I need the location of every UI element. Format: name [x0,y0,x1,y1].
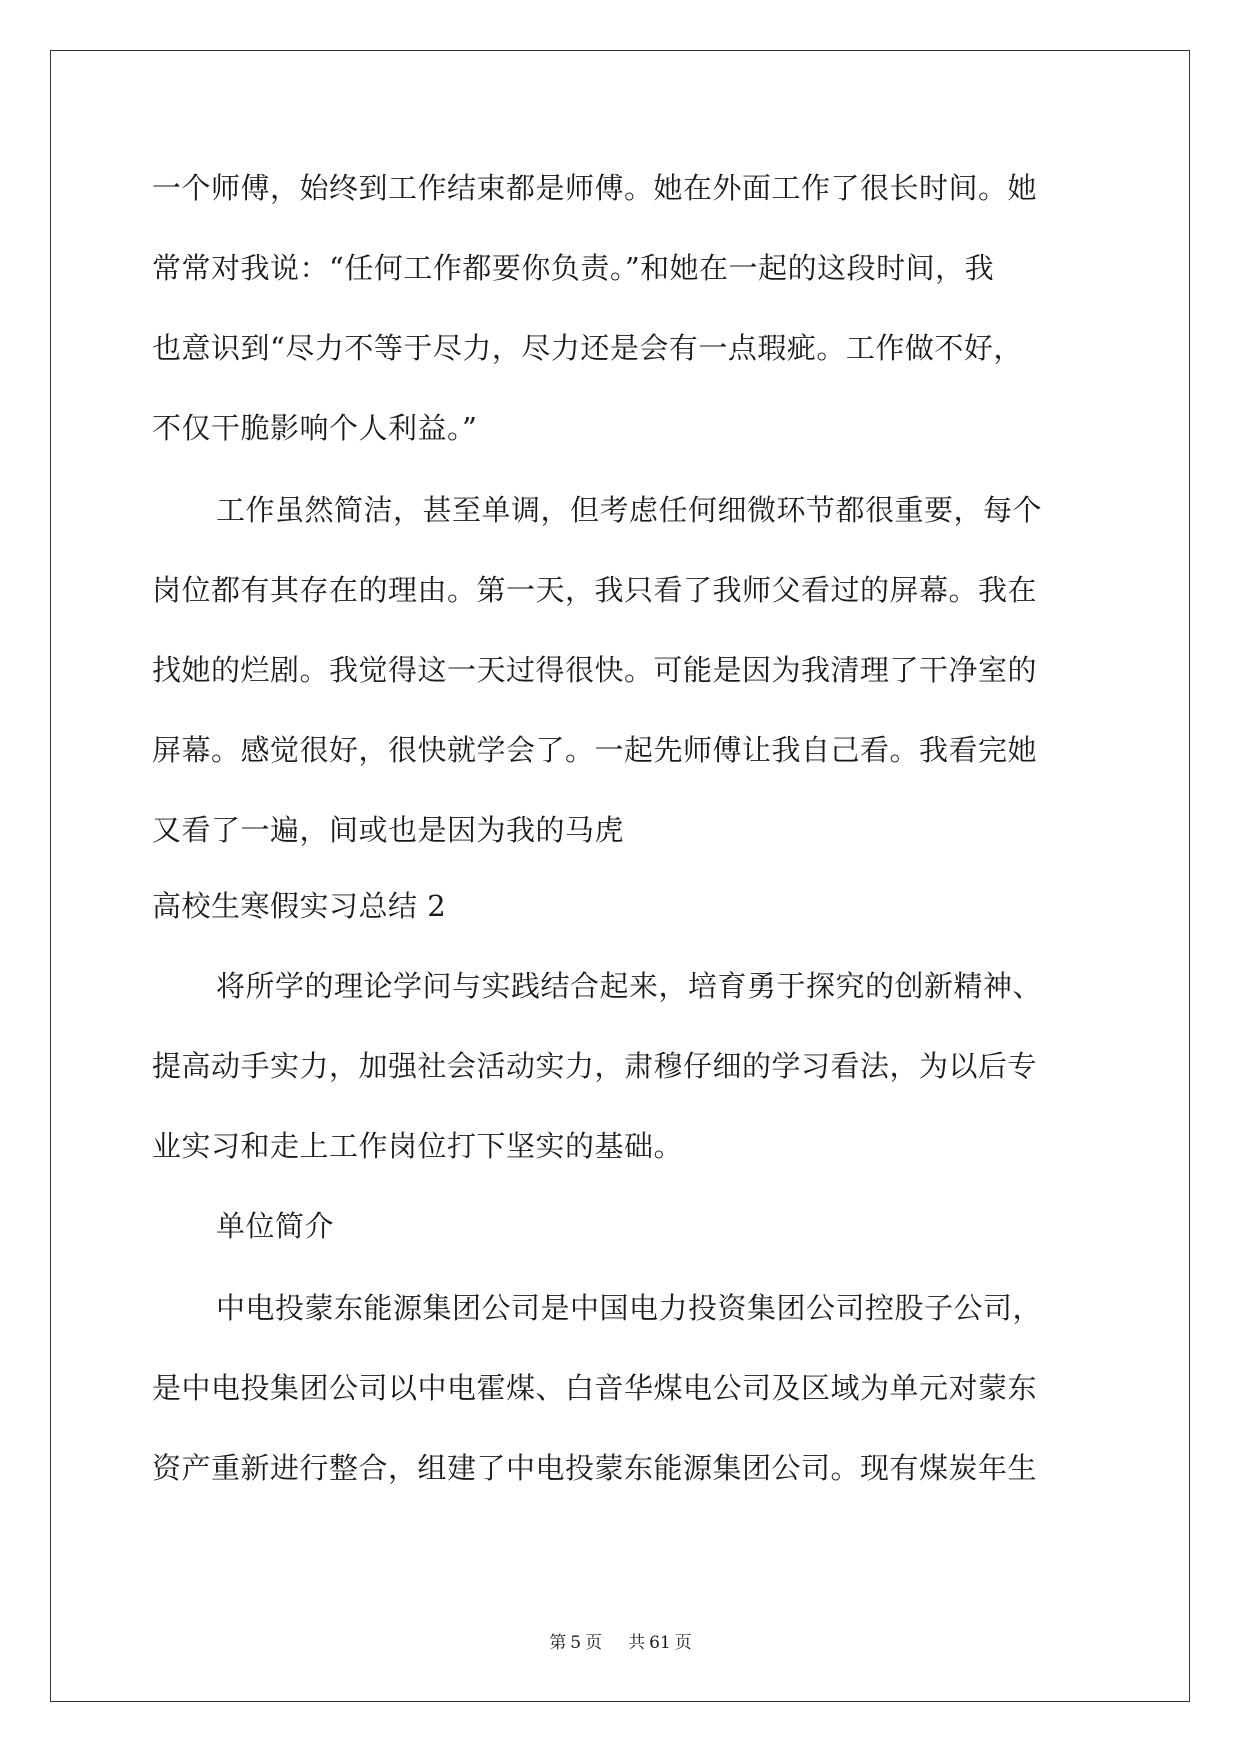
paragraph-line: 常常对我说：“任何工作都要你负责。”和她在一起的这段时间，我 [152,251,995,285]
paragraph-line: 岗位都有其存在的理由。第一天，我只看了我师父看过的屏幕。我在 [152,573,1038,607]
page-label-suffix: 页 [585,1633,603,1653]
total-label-suffix: 页 [674,1633,692,1653]
paragraph-line: 中电投蒙东能源集团公司是中国电力投资集团公司控股子公司， [216,1291,1043,1325]
page-label-prefix: 第 [549,1633,567,1653]
subheading: 单位简介 [216,1209,335,1243]
section-title: 高校生寒假实习总结 2 [152,889,447,923]
paragraph-line: 又看了一遍，间或也是因为我的马虎 [152,813,625,847]
paragraph-line: 工作虽然简洁，甚至单调，但考虑任何细微环节都很重要，每个 [216,493,1043,527]
paragraph-line: 资产重新进行整合，组建了中电投蒙东能源集团公司。现有煤炭年生 [152,1451,1038,1485]
paragraph-line: 屏幕。感觉很好，很快就学会了。一起先师傅让我自己看。我看完她 [152,733,1038,767]
paragraph-line: 是中电投集团公司以中电霍煤、白音华煤电公司及区域为单元对蒙东 [152,1371,1038,1405]
paragraph-line: 不仅干脆影响个人利益。” [152,411,478,445]
total-pages: 61 [649,1633,671,1653]
paragraph-line: 业实习和走上工作岗位打下坚实的基础。 [152,1129,684,1163]
paragraph-line: 一个师傅，始终到工作结束都是师傅。她在外面工作了很长时间。她 [152,171,1038,205]
paragraph-line: 找她的烂剧。我觉得这一天过得很快。可能是因为我清理了干净室的 [152,653,1038,687]
paragraph-line: 提高动手实力，加强社会活动实力，肃穆仔细的学习看法，为以后专 [152,1049,1038,1083]
page-number: 5 [570,1633,582,1653]
paragraph-line: 也意识到“尽力不等于尽力，尽力还是会有一点瑕疵。工作做不好， [152,331,1023,365]
page-footer [0,1632,1241,1654]
paragraph-line: 将所学的理论学问与实践结合起来，培育勇于探究的创新精神、 [216,969,1043,1003]
total-label-prefix: 共 [628,1633,646,1653]
